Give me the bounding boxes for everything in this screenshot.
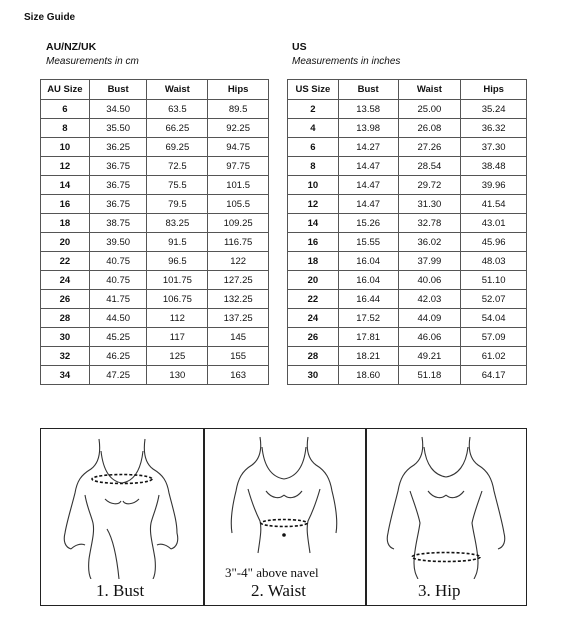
us-cell-size: 12	[288, 195, 339, 214]
us-cell-size: 30	[288, 366, 339, 385]
us-cell-hips: 64.17	[461, 366, 527, 385]
us-cell-hips: 36.32	[461, 119, 527, 138]
au-cell-hips: 89.5	[208, 100, 269, 119]
us-cell-size: 22	[288, 290, 339, 309]
au-cell-waist: 75.5	[147, 176, 208, 195]
us-cell-hips: 52.07	[461, 290, 527, 309]
au-cell-size: 22	[41, 252, 90, 271]
au-cell-size: 18	[41, 214, 90, 233]
au-cell-size: 8	[41, 119, 90, 138]
au-cell-size: 24	[41, 271, 90, 290]
au-cell-size: 12	[41, 157, 90, 176]
us-cell-size: 14	[288, 214, 339, 233]
table-row	[41, 252, 269, 271]
au-cell-bust: 38.75	[89, 214, 147, 233]
us-cell-hips: 39.96	[461, 176, 527, 195]
au-cell-waist: 79.5	[147, 195, 208, 214]
au-cell-waist: 63.5	[147, 100, 208, 119]
table-row	[41, 271, 269, 290]
us-cell-size: 2	[288, 100, 339, 119]
us-cell-waist: 49.21	[398, 347, 461, 366]
page-title: Size Guide	[24, 12, 76, 23]
us-cell-bust: 14.27	[338, 138, 398, 157]
au-size-table	[40, 79, 269, 385]
hip-figure	[366, 429, 526, 605]
au-cell-hips: 122	[208, 252, 269, 271]
table-row	[288, 176, 527, 195]
us-cell-waist: 51.18	[398, 366, 461, 385]
us-cell-size: 28	[288, 347, 339, 366]
au-table-header-row	[41, 80, 269, 100]
au-cell-hips: 109.25	[208, 214, 269, 233]
us-cell-bust: 14.47	[338, 157, 398, 176]
au-cell-hips: 116.75	[208, 233, 269, 252]
au-cell-size: 16	[41, 195, 90, 214]
us-cell-hips: 48.03	[461, 252, 527, 271]
us-cell-hips: 35.24	[461, 100, 527, 119]
us-cell-hips: 43.01	[461, 214, 527, 233]
us-cell-bust: 18.60	[338, 366, 398, 385]
table-row	[288, 290, 527, 309]
au-cell-bust: 47.25	[89, 366, 147, 385]
au-cell-bust: 36.25	[89, 138, 147, 157]
table-row	[288, 366, 527, 385]
us-cell-waist: 29.72	[398, 176, 461, 195]
au-cell-size: 28	[41, 309, 90, 328]
us-col-header-hips: Hips	[461, 80, 527, 100]
us-col-header-waist: Waist	[398, 80, 461, 100]
au-cell-bust: 44.50	[89, 309, 147, 328]
us-section-title: US	[292, 41, 307, 53]
au-cell-hips: 127.25	[208, 271, 269, 290]
table-row	[288, 309, 527, 328]
au-cell-waist: 117	[147, 328, 208, 347]
us-cell-bust: 16.44	[338, 290, 398, 309]
au-cell-bust: 39.50	[89, 233, 147, 252]
us-cell-hips: 51.10	[461, 271, 527, 290]
au-cell-size: 20	[41, 233, 90, 252]
us-cell-bust: 16.04	[338, 271, 398, 290]
au-cell-waist: 83.25	[147, 214, 208, 233]
us-cell-bust: 13.58	[338, 100, 398, 119]
au-cell-waist: 130	[147, 366, 208, 385]
au-cell-bust: 45.25	[89, 328, 147, 347]
us-cell-waist: 44.09	[398, 309, 461, 328]
au-cell-size: 6	[41, 100, 90, 119]
au-cell-hips: 92.25	[208, 119, 269, 138]
table-row	[288, 347, 527, 366]
table-row	[41, 214, 269, 233]
au-cell-hips: 97.75	[208, 157, 269, 176]
us-col-header-bust: Bust	[338, 80, 398, 100]
us-cell-bust: 16.04	[338, 252, 398, 271]
us-cell-size: 10	[288, 176, 339, 195]
table-row	[41, 138, 269, 157]
us-cell-waist: 36.02	[398, 233, 461, 252]
us-cell-bust: 18.21	[338, 347, 398, 366]
au-cell-bust: 41.75	[89, 290, 147, 309]
table-row	[41, 119, 269, 138]
us-cell-bust: 14.47	[338, 195, 398, 214]
table-row	[288, 214, 527, 233]
au-cell-bust: 34.50	[89, 100, 147, 119]
au-cell-hips: 132.25	[208, 290, 269, 309]
au-cell-waist: 96.5	[147, 252, 208, 271]
au-col-header-size: AU Size	[41, 80, 90, 100]
table-row	[41, 366, 269, 385]
us-section-subtitle: Measurements in inches	[292, 56, 401, 67]
waist-figure	[204, 429, 365, 605]
au-cell-bust: 35.50	[89, 119, 147, 138]
us-cell-size: 20	[288, 271, 339, 290]
us-cell-size: 8	[288, 157, 339, 176]
waist-note: 3"-4" above navel	[225, 565, 319, 580]
au-col-header-bust: Bust	[89, 80, 147, 100]
us-cell-size: 24	[288, 309, 339, 328]
table-row	[41, 347, 269, 366]
us-size-table	[287, 79, 527, 385]
us-cell-size: 6	[288, 138, 339, 157]
measurement-figures-panel	[40, 428, 527, 606]
au-col-header-waist: Waist	[147, 80, 208, 100]
hip-illustration	[366, 429, 526, 579]
table-row	[288, 157, 527, 176]
us-cell-hips: 61.02	[461, 347, 527, 366]
us-cell-size: 16	[288, 233, 339, 252]
table-row	[288, 328, 527, 347]
us-cell-waist: 28.54	[398, 157, 461, 176]
hip-label: 3. Hip	[418, 581, 461, 600]
us-cell-hips: 57.09	[461, 328, 527, 347]
au-cell-bust: 40.75	[89, 252, 147, 271]
bust-label: 1. Bust	[96, 581, 145, 600]
us-cell-bust: 13.98	[338, 119, 398, 138]
us-cell-bust: 17.81	[338, 328, 398, 347]
waist-label: 2. Waist	[251, 581, 306, 600]
table-row	[288, 119, 527, 138]
au-cell-bust: 36.75	[89, 195, 147, 214]
table-row	[288, 138, 527, 157]
table-row	[288, 233, 527, 252]
table-row	[41, 100, 269, 119]
au-cell-size: 10	[41, 138, 90, 157]
table-row	[41, 328, 269, 347]
us-cell-bust: 14.47	[338, 176, 398, 195]
table-row	[288, 271, 527, 290]
us-cell-size: 4	[288, 119, 339, 138]
us-cell-bust: 15.55	[338, 233, 398, 252]
us-cell-hips: 38.48	[461, 157, 527, 176]
us-cell-waist: 37.99	[398, 252, 461, 271]
waist-illustration	[204, 429, 365, 569]
au-cell-bust: 40.75	[89, 271, 147, 290]
us-cell-hips: 41.54	[461, 195, 527, 214]
us-cell-waist: 40.06	[398, 271, 461, 290]
au-cell-hips: 145	[208, 328, 269, 347]
us-cell-hips: 45.96	[461, 233, 527, 252]
table-row	[41, 233, 269, 252]
bust-illustration	[41, 429, 203, 579]
au-cell-hips: 163	[208, 366, 269, 385]
table-row	[41, 195, 269, 214]
us-cell-waist: 26.08	[398, 119, 461, 138]
us-cell-waist: 25.00	[398, 100, 461, 119]
au-section-subtitle: Measurements in cm	[46, 56, 139, 67]
au-cell-size: 26	[41, 290, 90, 309]
us-cell-waist: 46.06	[398, 328, 461, 347]
au-cell-hips: 155	[208, 347, 269, 366]
table-row	[41, 176, 269, 195]
table-row	[288, 252, 527, 271]
au-cell-waist: 66.25	[147, 119, 208, 138]
au-cell-bust: 36.75	[89, 157, 147, 176]
us-col-header-size: US Size	[288, 80, 339, 100]
au-cell-waist: 72.5	[147, 157, 208, 176]
us-cell-waist: 31.30	[398, 195, 461, 214]
us-cell-hips: 54.04	[461, 309, 527, 328]
au-cell-bust: 36.75	[89, 176, 147, 195]
us-cell-waist: 27.26	[398, 138, 461, 157]
us-cell-bust: 15.26	[338, 214, 398, 233]
au-cell-hips: 137.25	[208, 309, 269, 328]
au-cell-bust: 46.25	[89, 347, 147, 366]
au-cell-hips: 101.5	[208, 176, 269, 195]
au-cell-size: 14	[41, 176, 90, 195]
au-cell-waist: 69.25	[147, 138, 208, 157]
us-cell-waist: 42.03	[398, 290, 461, 309]
au-cell-waist: 91.5	[147, 233, 208, 252]
au-cell-waist: 125	[147, 347, 208, 366]
navel-dot	[282, 533, 286, 537]
us-cell-bust: 17.52	[338, 309, 398, 328]
table-row	[288, 195, 527, 214]
us-cell-size: 18	[288, 252, 339, 271]
bust-figure	[41, 429, 203, 605]
au-cell-waist: 106.75	[147, 290, 208, 309]
au-cell-hips: 94.75	[208, 138, 269, 157]
au-section-title: AU/NZ/UK	[46, 41, 97, 53]
au-col-header-hips: Hips	[208, 80, 269, 100]
au-cell-size: 32	[41, 347, 90, 366]
table-row	[41, 290, 269, 309]
table-row	[41, 157, 269, 176]
table-row	[288, 100, 527, 119]
au-cell-hips: 105.5	[208, 195, 269, 214]
us-cell-size: 26	[288, 328, 339, 347]
au-cell-size: 34	[41, 366, 90, 385]
us-cell-hips: 37.30	[461, 138, 527, 157]
us-cell-waist: 32.78	[398, 214, 461, 233]
au-cell-size: 30	[41, 328, 90, 347]
table-row	[41, 309, 269, 328]
us-table-header-row	[288, 80, 527, 100]
au-cell-waist: 112	[147, 309, 208, 328]
au-cell-waist: 101.75	[147, 271, 208, 290]
